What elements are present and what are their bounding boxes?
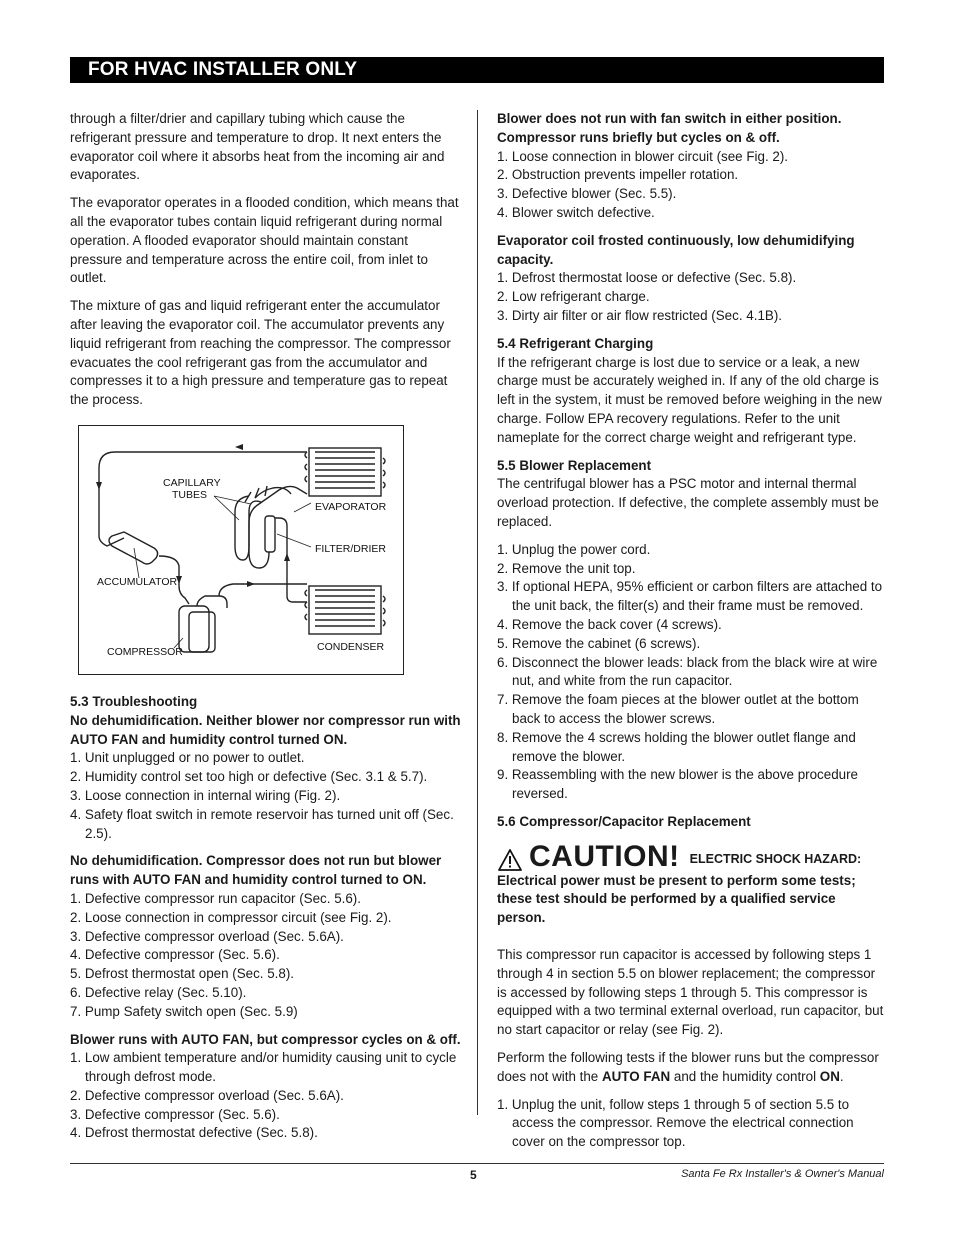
refrigeration-diagram-svg — [79, 426, 405, 676]
list-item: 6. Disconnect the blower leads: black from the black wire at wire nut, and white from the run capacitor. — [497, 654, 878, 689]
list-item: 3. Loose connection in internal wiring (Fig. 2). — [70, 787, 341, 803]
list-item: 2. Obstruction prevents impeller rotation. — [497, 167, 739, 183]
list-item: 1. Unplug the power cord. — [497, 541, 651, 557]
warning-triangle-icon — [497, 848, 523, 872]
footer-rule — [70, 1163, 884, 1164]
list-item: 6. Defective relay (Sec. 5.10). — [70, 984, 247, 1000]
label-capillary-1: CAPILLARY — [163, 476, 221, 489]
footer-manual-title: Santa Fe Rx Installer's & Owner's Manual — [681, 1168, 884, 1180]
trouble-1-list — [70, 749, 462, 843]
p2-auto-fan: AUTO FAN — [601, 1068, 671, 1084]
caution-word: CAUTION! — [529, 839, 680, 873]
p2-on: ON — [819, 1068, 840, 1084]
list-item: 2. Remove the unit top. — [497, 560, 636, 576]
trouble-4-heading: Blower does not run with fan switch in either position. Compressor runs briefly but cycles on & off. — [497, 111, 842, 145]
list-item: 3. If optional HEPA, 95% efficient or carbon filters are attached to the unit back, the filter(s) and their frame must be removed. — [497, 579, 883, 614]
trouble-5-list — [497, 269, 887, 325]
page-number: 5 — [470, 1168, 477, 1182]
list-item: 3. Defective compressor overload (Sec. 5.6A). — [70, 928, 344, 944]
list-item: 1. Unplug the unit, follow steps 1 through 5 of section 5.5 to access the compressor. Remove the electrical connection cover on the compressor top. — [497, 1096, 854, 1150]
section-5-4-body: If the refrigerant charge is lost due to service or a leak, a new charge must be accurately weighed in. If any of the old charge is left in the system, it must be removed before weighing in the new charge. Follow EPA recovery regulations. Refer to the unit nameplate for the correct charge weight and refrigerant type. — [497, 354, 882, 445]
list-item: 2. Defective compressor overload (Sec. 5.6A). — [70, 1087, 344, 1103]
list-item: 4. Blower switch defective. — [497, 204, 655, 220]
list-item: 5. Remove the cabinet (6 screws). — [497, 635, 701, 651]
list-item: 3. Dirty air filter or air flow restricted (Sec. 4.1B). — [497, 307, 782, 323]
intro-paragraph-1: through a filter/drier and capillary tubing which cause the refrigerant pressure and temperature to drop. It next enters the evaporator coil where it absorbs heat from the incoming air and evaporates. — [70, 111, 445, 183]
section-5-6-paragraph-1: This compressor run capacitor is accessed by following steps 1 through 4 in section 5.5 on blower replacement; the compressor is accessed by following steps 1 through 5. This compressor is equipped with a two terminal external overload, run capacitor, but no start capacitor or relay (see Fig. 2). — [497, 947, 884, 1038]
list-item: 4. Remove the back cover (4 screws). — [497, 616, 722, 632]
list-item: 2. Loose connection in compressor circuit (see Fig. 2). — [70, 909, 392, 925]
label-compressor: COMPRESSOR — [107, 645, 183, 658]
list-item: 9. Reassembling with the new blower is the above procedure reversed. — [497, 767, 859, 802]
label-capillary-2: TUBES — [172, 488, 208, 501]
list-item: 1. Loose connection in blower circuit (see Fig. 2). — [497, 148, 789, 164]
refrigeration-diagram — [78, 425, 404, 675]
section-5-5-steps — [497, 541, 887, 804]
trouble-3-heading: Blower runs with AUTO FAN, but compressor cycles on & off. — [70, 1031, 461, 1047]
list-item: 1. Low ambient temperature and/or humidity causing unit to cycle through defrost mode. — [70, 1050, 457, 1085]
trouble-2-heading: No dehumidification. Compressor does not run but blower runs with AUTO FAN and humidity control turned to ON. — [70, 853, 442, 888]
intro-paragraph-3: The mixture of gas and liquid refrigerant enter the accumulator after leaving the evaporator coil. The accumulator prevents any liquid refrigerant from reaching the compressor. The compressor evacuates the cool refrigerant gas from the accumulator and compresses it to a high pressure and temperature gas to repeat the process. — [70, 298, 451, 408]
list-item: 5. Defrost thermostat open (Sec. 5.8). — [70, 966, 295, 982]
caution-body: Electrical power must be present to perform some tests; these test should be performed by a qualified service person. — [497, 872, 856, 926]
section-5-5-body: The centrifugal blower has a PSC motor and internal thermal overload protection. If defective, the complete assembly must be replaced. — [497, 476, 879, 529]
list-item: 1. Defective compressor run capacitor (Sec. 5.6). — [70, 890, 361, 906]
trouble-2-list — [70, 890, 462, 1022]
label-filter-drier: FILTER/DRIER — [315, 542, 386, 555]
intro-paragraph-2: The evaporator operates in a flooded condition, which means that all the evaporator tubes contain liquid refrigerant during normal operation. A flooded evaporator should maintain constant pressure and temperature across the entire coil, from inlet to outlet. — [70, 195, 459, 286]
caution-heading — [497, 839, 887, 873]
column-divider — [477, 110, 478, 1115]
list-item: 3. Defective compressor (Sec. 5.6). — [70, 1106, 280, 1122]
label-condenser: CONDENSER — [317, 640, 385, 653]
trouble-4-list — [497, 148, 887, 223]
p2-text-a: Perform the following tests if the blower runs but the compressor does not with the — [497, 1050, 879, 1084]
right-column — [497, 110, 887, 1161]
p2-text-e: . — [839, 1068, 844, 1084]
section-5-4-title: 5.4 Refrigerant Charging — [497, 335, 654, 351]
trouble-3-list — [70, 1049, 462, 1143]
page-banner: FOR HVAC INSTALLER ONLY — [70, 57, 884, 83]
list-item: 1. Unit unplugged or no power to outlet. — [70, 750, 305, 766]
list-item: 4. Defrost thermostat defective (Sec. 5.8). — [70, 1125, 318, 1141]
section-5-6-title: 5.6 Compressor/Capacitor Replacement — [497, 813, 751, 829]
label-accumulator: ACCUMULATOR — [97, 575, 178, 588]
section-5-5-title: 5.5 Blower Replacement — [497, 457, 652, 473]
section-5-6-paragraph-2 — [497, 1049, 887, 1087]
list-item: 4. Safety float switch in remote reservoir has turned unit off (Sec. 2.5). — [70, 806, 454, 841]
p2-text-c: and the humidity control — [670, 1068, 820, 1084]
list-item: 4. Defective compressor (Sec. 5.6). — [70, 947, 280, 963]
trouble-1-heading: No dehumidification. Neither blower nor compressor run with AUTO FAN and humidity control turned ON. — [70, 712, 461, 747]
caution-subtitle: ELECTRIC SHOCK HAZARD: — [689, 851, 862, 866]
left-column — [70, 110, 462, 1152]
section-5-6-steps — [497, 1096, 887, 1152]
trouble-5-heading: Evaporator coil frosted continuously, low dehumidifying capacity. — [497, 232, 855, 267]
list-item: 3. Defective blower (Sec. 5.5). — [497, 186, 677, 202]
list-item: 1. Defrost thermostat loose or defective (Sec. 5.8). — [497, 270, 797, 286]
list-item: 2. Humidity control set too high or defective (Sec. 3.1 & 5.7). — [70, 769, 428, 785]
list-item: 7. Remove the foam pieces at the blower outlet at the bottom back to access the blower screws. — [497, 692, 859, 726]
list-item: 7. Pump Safety switch open (Sec. 5.9) — [70, 1003, 298, 1019]
list-item: 8. Remove the 4 screws holding the blower outlet flange and remove the blower. — [497, 729, 856, 764]
section-5-3-title: 5.3 Troubleshooting — [70, 693, 198, 709]
list-item: 2. Low refrigerant charge. — [497, 289, 650, 305]
label-evaporator: EVAPORATOR — [315, 500, 387, 513]
